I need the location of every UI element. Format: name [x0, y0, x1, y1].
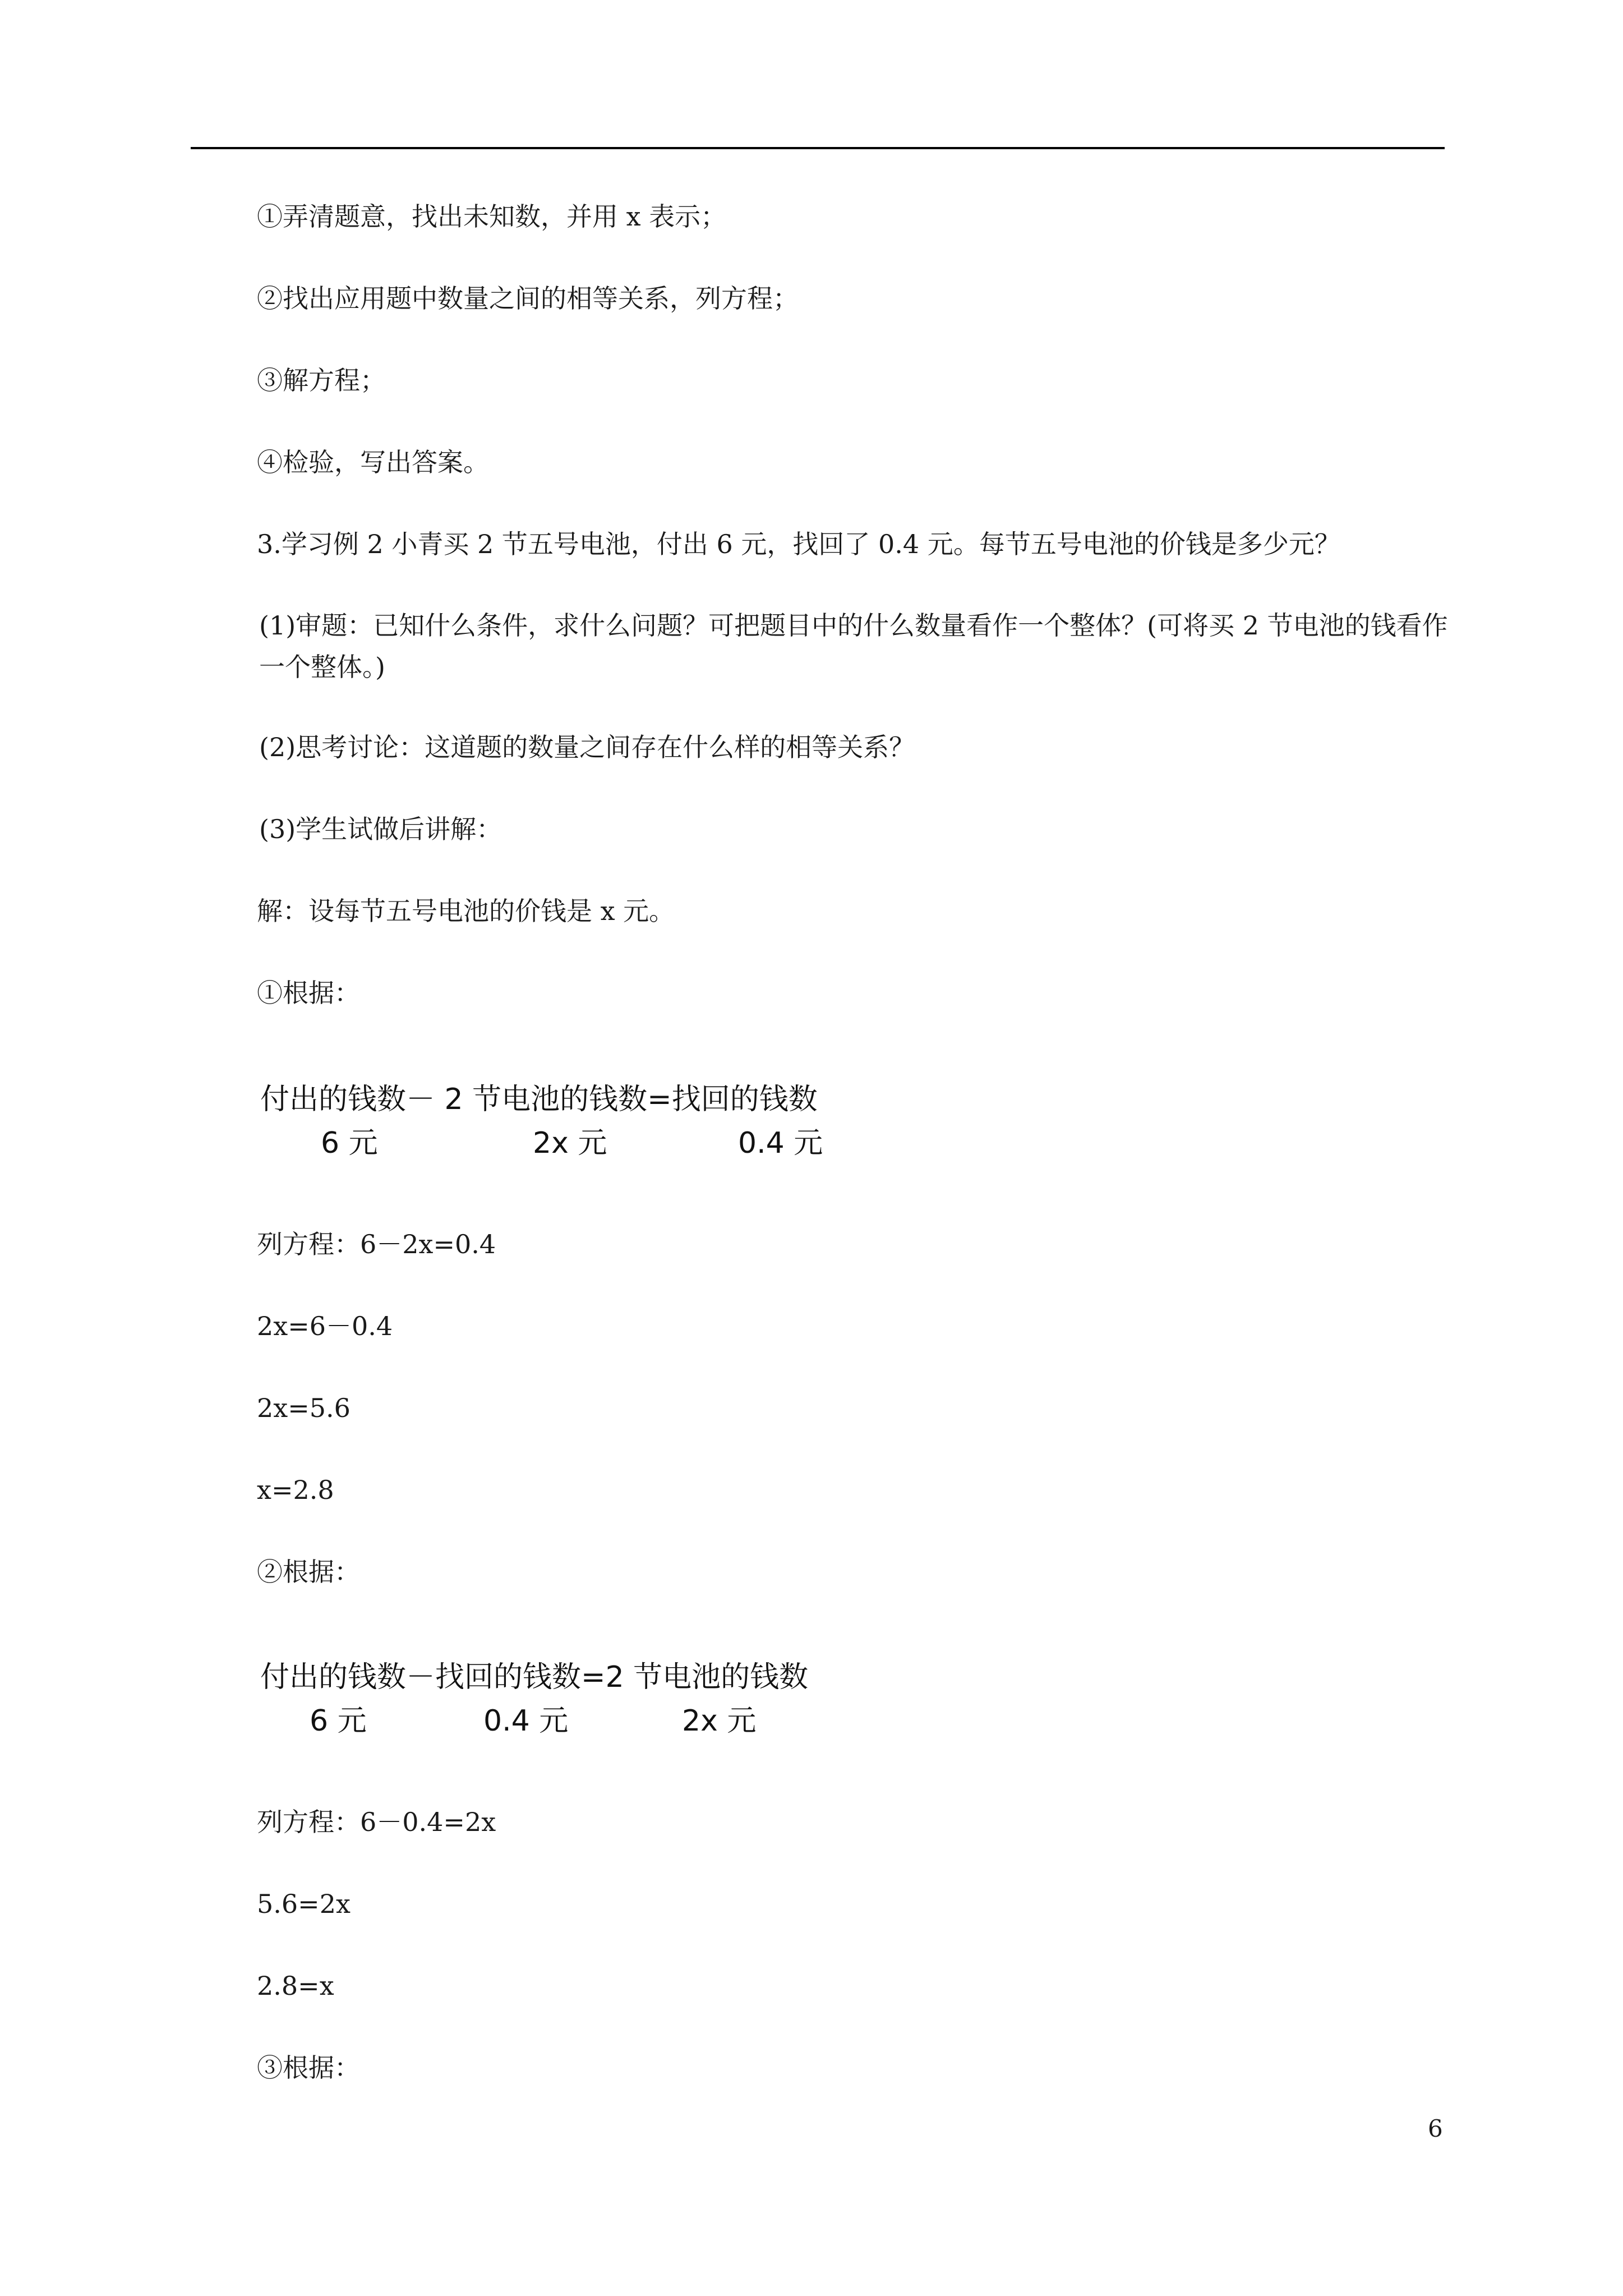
method-2-step-1: 5.6=2x: [257, 1889, 351, 1919]
method-2-value-change: 0.4 元: [483, 1704, 569, 1738]
example-title: 3.学习例 2 小青买 2 节五号电池，付出 6 元，找回了 0.4 元。每节五号电池的价钱是多少元？: [257, 529, 1340, 559]
page-number: 6: [1428, 2115, 1443, 2142]
method-1-step-2: 2x=5.6: [257, 1393, 351, 1423]
method-1-label: ①根据：: [257, 978, 360, 1008]
method-2-label: ②根据：: [257, 1557, 360, 1587]
method-2-value-paid: 6 元: [310, 1704, 367, 1738]
method-2-relation: 付出的钱数－找回的钱数=2 节电池的钱数: [260, 1660, 809, 1694]
method-1-value-change: 0.4 元: [738, 1126, 823, 1160]
step-2: ②找出应用题中数量之间的相等关系，列方程；: [257, 283, 799, 314]
step-1: ①弄清题意，找出未知数，并用 x 表示；: [257, 201, 727, 232]
method-2-equation: 列方程：6－0.4=2x: [257, 1807, 496, 1837]
method-1-equation: 列方程：6－2x=0.4: [257, 1229, 496, 1259]
header-rule: [191, 147, 1445, 149]
question-3: (3)学生试做后讲解：: [259, 814, 502, 844]
step-4: ④检验，写出答案。: [257, 447, 489, 477]
question-1: (1)审题：已知什么条件，求什么问题？可把题目中的什么数量看作一个整体？(可将买 2 节电池的钱看作一个整体。): [259, 610, 1448, 682]
solution-intro: 解：设每节五号电池的价钱是 x 元。: [257, 896, 675, 926]
method-1-step-1: 2x=6－0.4: [257, 1311, 393, 1341]
method-1-step-3: x=2.8: [257, 1475, 334, 1505]
method-2-value-battery: 2x 元: [682, 1704, 757, 1738]
method-3-label: ③根据：: [257, 2053, 360, 2083]
method-1-value-battery: 2x 元: [533, 1126, 607, 1160]
method-1-relation: 付出的钱数－ 2 节电池的钱数=找回的钱数: [260, 1083, 818, 1116]
method-1-value-paid: 6 元: [321, 1126, 378, 1160]
question-2: (2)思考讨论：这道题的数量之间存在什么样的相等关系？: [259, 732, 915, 762]
step-3: ③解方程；: [257, 365, 386, 395]
method-2-step-2: 2.8=x: [257, 1971, 334, 2001]
